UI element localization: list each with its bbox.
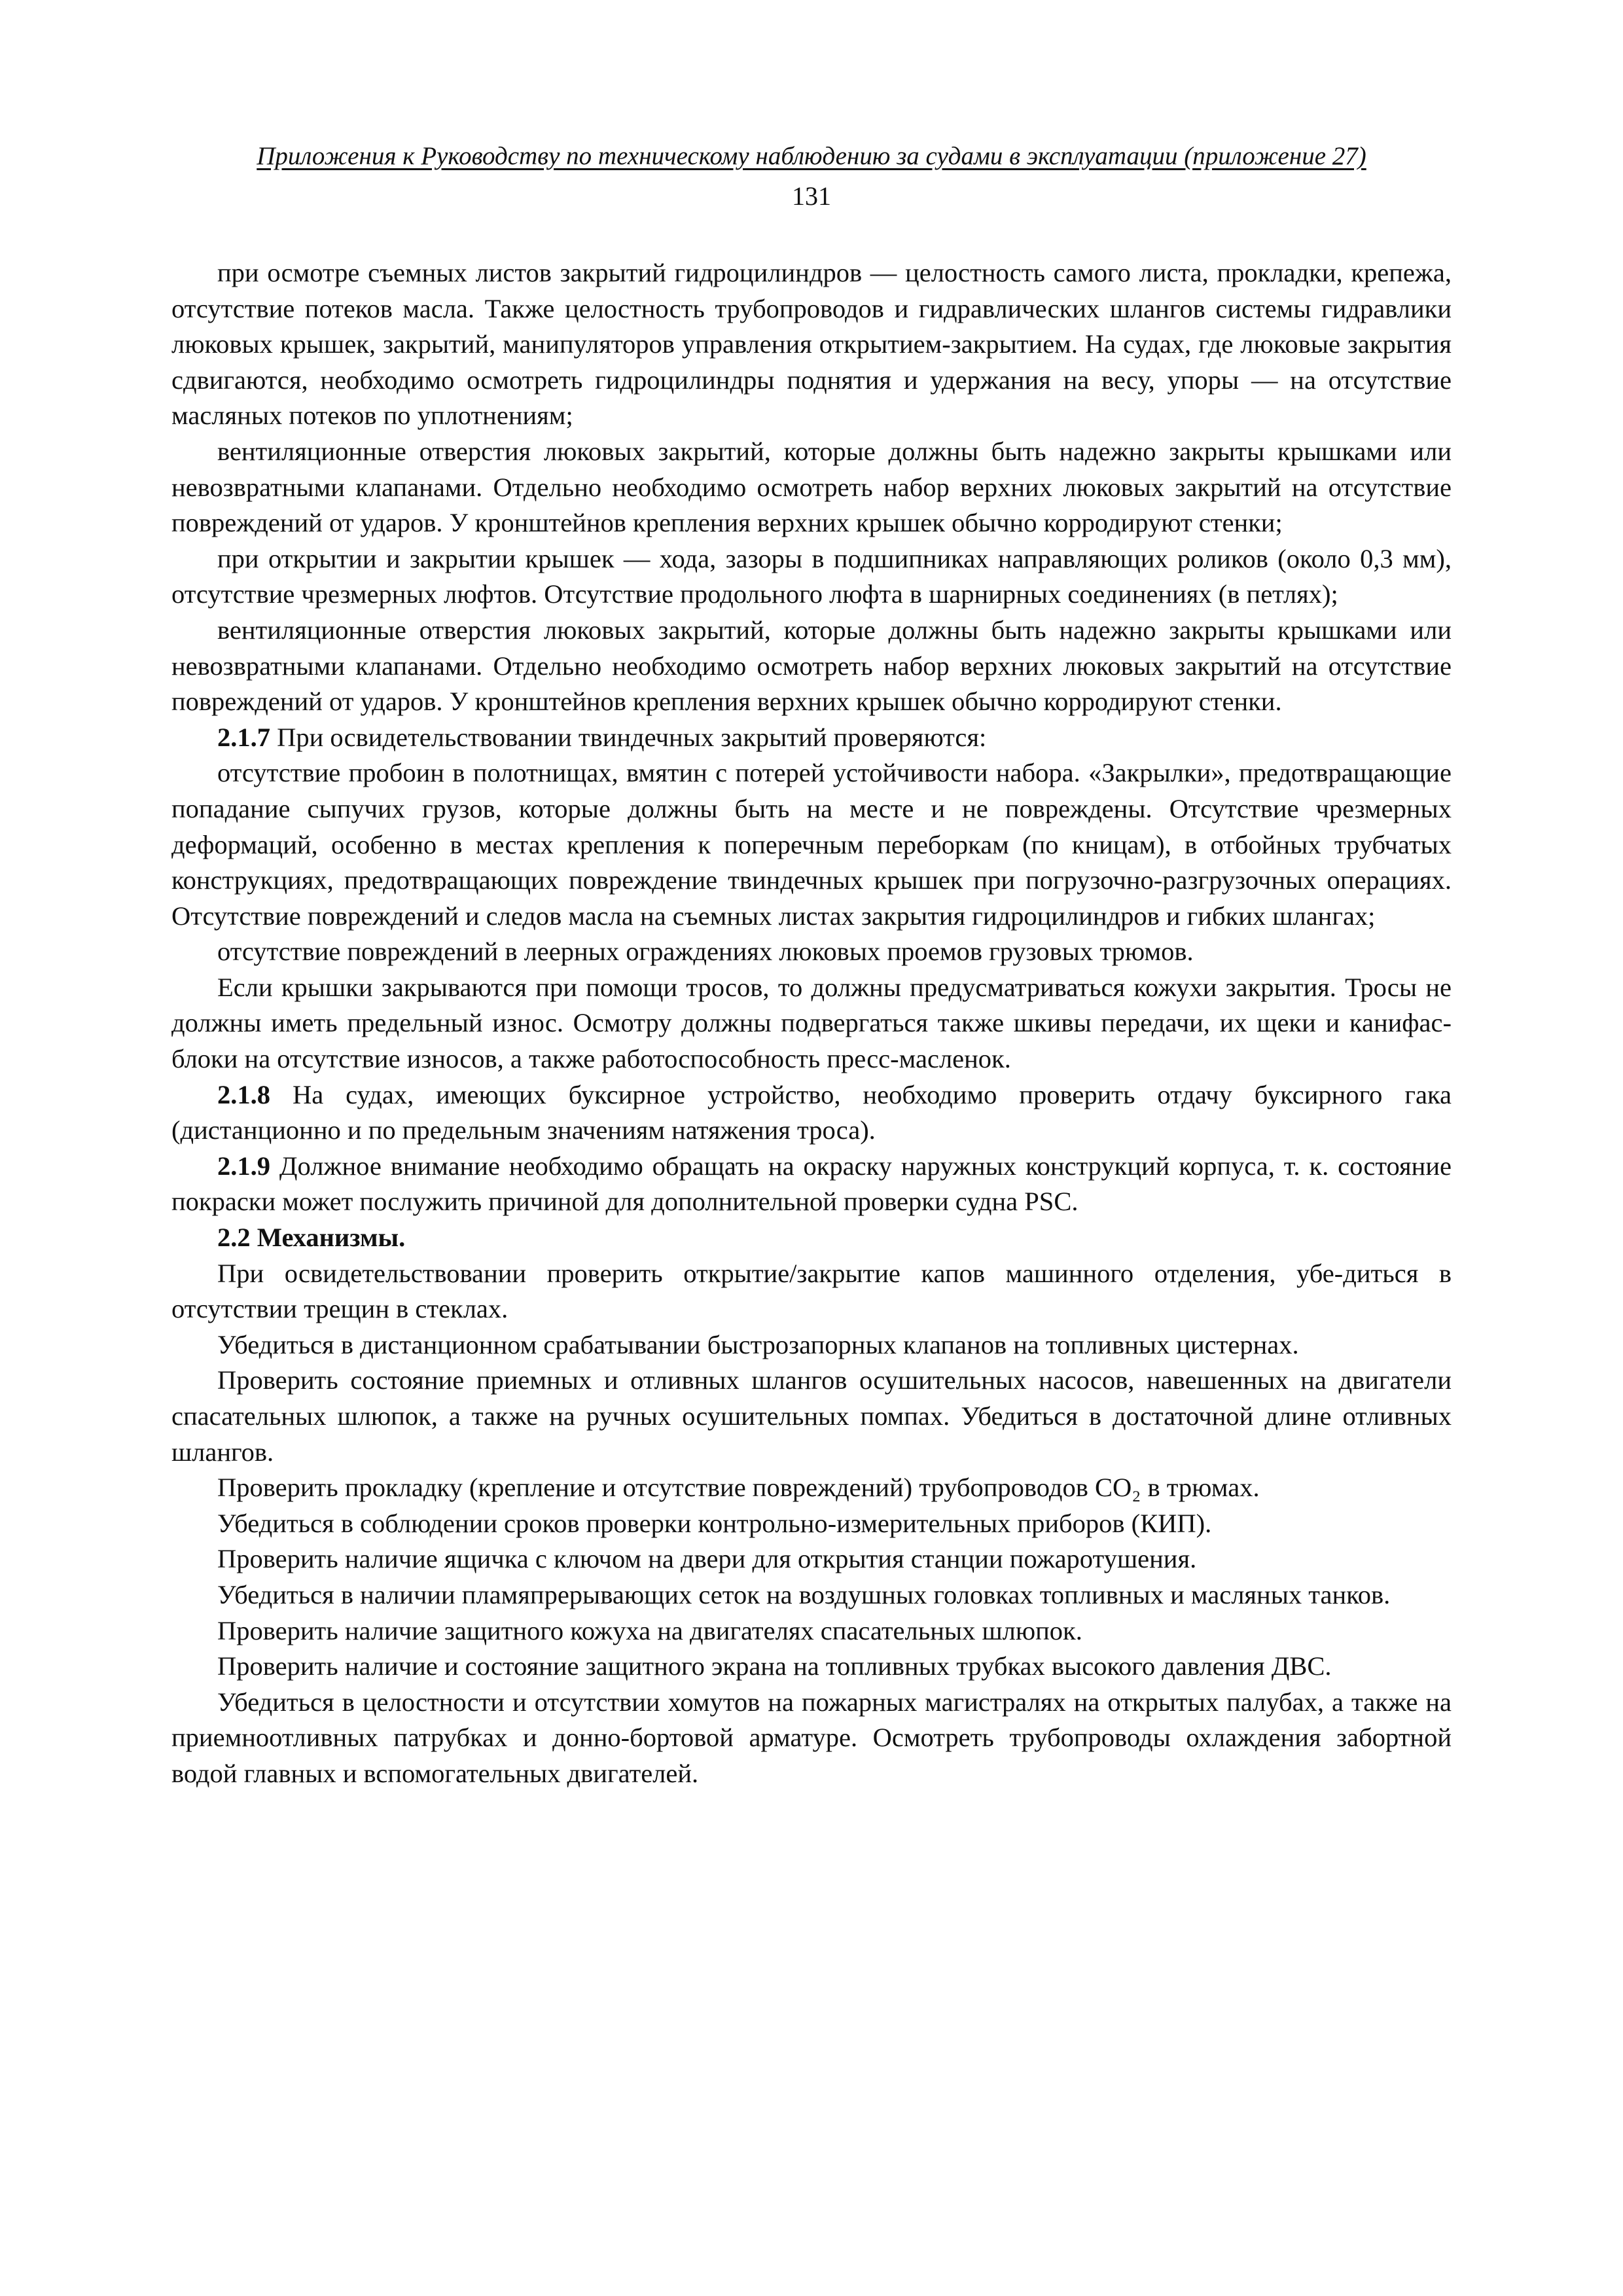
paragraph: Проверить прокладку (крепление и отсутствие повреждений) трубопроводов CO₂ в трюмах. bbox=[217, 1473, 1260, 1503]
paragraph: Проверить наличие защитного кожуха на двигателях спасательных шлюпок. bbox=[217, 1615, 1082, 1645]
paragraph: вентиляционные отверстия люковых закрытий, которые должны быть надежно закрыты крышками или невозвратными клапанами. Отдельно необходимо осмотреть набор верхних люковых закрытий на отсутствие повреждений от ударов. У кронштейнов крепления верхних крышек обычно корродируют стенки; bbox=[171, 436, 1452, 538]
paragraph: Убедиться в дистанционном срабатывании быстрозапорных клапанов на топливных цистернах. bbox=[217, 1329, 1299, 1359]
paragraph: Убедиться в целостности и отсутствии хомутов на пожарных магистралях на открытых палубах, а также на приемноотливных патрубках и донно-бортовой арматуре. Осмотреть трубопроводы охлаждения забортной водой главных и вспомогательных двигателей. bbox=[171, 1687, 1452, 1788]
paragraph: Если крышки закрываются при помощи тросов, то должны предусматриваться кожухи закрытия. Тросы не должны иметь предельный износ. Осмотру должны подвергаться также шкивы передачи, их щеки и канифас-блоки на отсутствие износов, а также работоспособность пресс-масленок. bbox=[171, 972, 1452, 1074]
paragraph: Проверить наличие ящичка с ключом на двери для открытия станции пожаротушения. bbox=[217, 1544, 1197, 1574]
paragraph: отсутствие повреждений в леерных ограждениях люковых проемов грузовых трюмов. bbox=[217, 937, 1194, 967]
paragraph: Проверить состояние приемных и отливных шлангов осушительных насосов, навешенных на двигатели спасательных шлюпок, а также на ручных осушительных помпах. Убедиться в достаточной длине отливных шлангов. bbox=[171, 1365, 1452, 1467]
section-heading: 2.2 Механизмы. bbox=[217, 1223, 406, 1253]
paragraph: при открытии и закрытии крышек — хода, зазоры в подшипниках направляющих роликов (около 0,3 мм), отсутствие чрезмерных люфтов. Отсутствие продольного люфта в шарнирных соединениях (в петлях); bbox=[171, 543, 1452, 609]
page-number: 131 bbox=[792, 181, 831, 211]
paragraph: Проверить наличие и состояние защитного экрана на топливных трубках высокого давления ДВС. bbox=[217, 1651, 1332, 1681]
numbered-paragraph: 2.1.7 При освидетельствовании твиндечных закрытий проверяются: bbox=[217, 722, 987, 752]
numbered-paragraph: 2.1.9 Должное внимание необходимо обращать на окраску наружных конструкций корпуса, т. к. состояние покраски может послужить причиной для дополнительной проверки судна PSC. bbox=[171, 1151, 1452, 1217]
clause-number: 2.1.8 bbox=[217, 1079, 270, 1109]
paragraph: Убедиться в соблюдении сроков проверки контрольно-измерительных приборов (КИП). bbox=[217, 1508, 1212, 1538]
paragraph: при осмотре съемных листов закрытий гидроцилиндров — целостность самого листа, прокладки, крепежа, отсутствие потеков масла. Также целостность трубопроводов и гидравлических шлангов системы гидравлики люковых крышек, закрытий, манипуляторов управления открытием-закрытием. На судах, где люковые закрытия сдвигаются, необходимо осмотреть гидроцилиндры поднятия и удержания на весу, упоры — на отсутствие масляных потеков по уплотнениям; bbox=[171, 258, 1452, 431]
paragraph: вентиляционные отверстия люковых закрытий, которые должны быть надежно закрыты крышками или невозвратными клапанами. Отдельно необходимо осмотреть набор верхних люковых закрытий на отсутствие повреждений от ударов. У кронштейнов крепления верхних крышек обычно корродируют стенки. bbox=[171, 615, 1452, 717]
numbered-paragraph: 2.1.8 На судах, имеющих буксирное устройство, необходимо проверить отдачу буксирного гака (дистанционно и по предельным значениям натяжения троса). bbox=[171, 1079, 1452, 1145]
running-header: Приложения к Руководству по техническому наблюдению за судами в эксплуатации (приложение 27) bbox=[257, 142, 1366, 170]
clause-number: 2.1.9 bbox=[217, 1151, 270, 1181]
clause-number: 2.1.7 bbox=[217, 722, 270, 752]
paragraph: Убедиться в наличии пламяпрерывающих сеток на воздушных головках топливных и масляных танков. bbox=[217, 1579, 1391, 1609]
body-text bbox=[171, 255, 1452, 1792]
paragraph: отсутствие пробоин в полотнищах, вмятин с потерей устойчивости набора. «Закрылки», предотвращающие попадание сыпучих грузов, которые должны быть на месте и не повреждены. Отсутствие чрезмерных деформаций, особенно в местах крепления к поперечным переборкам (по кницам), в отбойных трубчатых конструкциях, предотвращающих повреждение твиндечных крышек при погрузочно-разгрузочных операциях. Отсутствие повреждений и следов масла на съемных листах закрытия гидроцилиндров и гибких шлангах; bbox=[171, 758, 1452, 931]
paragraph: При освидетельствовании проверить открытие/закрытие капов машинного отделения, убе-диться в отсутствии трещин в стеклах. bbox=[171, 1258, 1452, 1324]
